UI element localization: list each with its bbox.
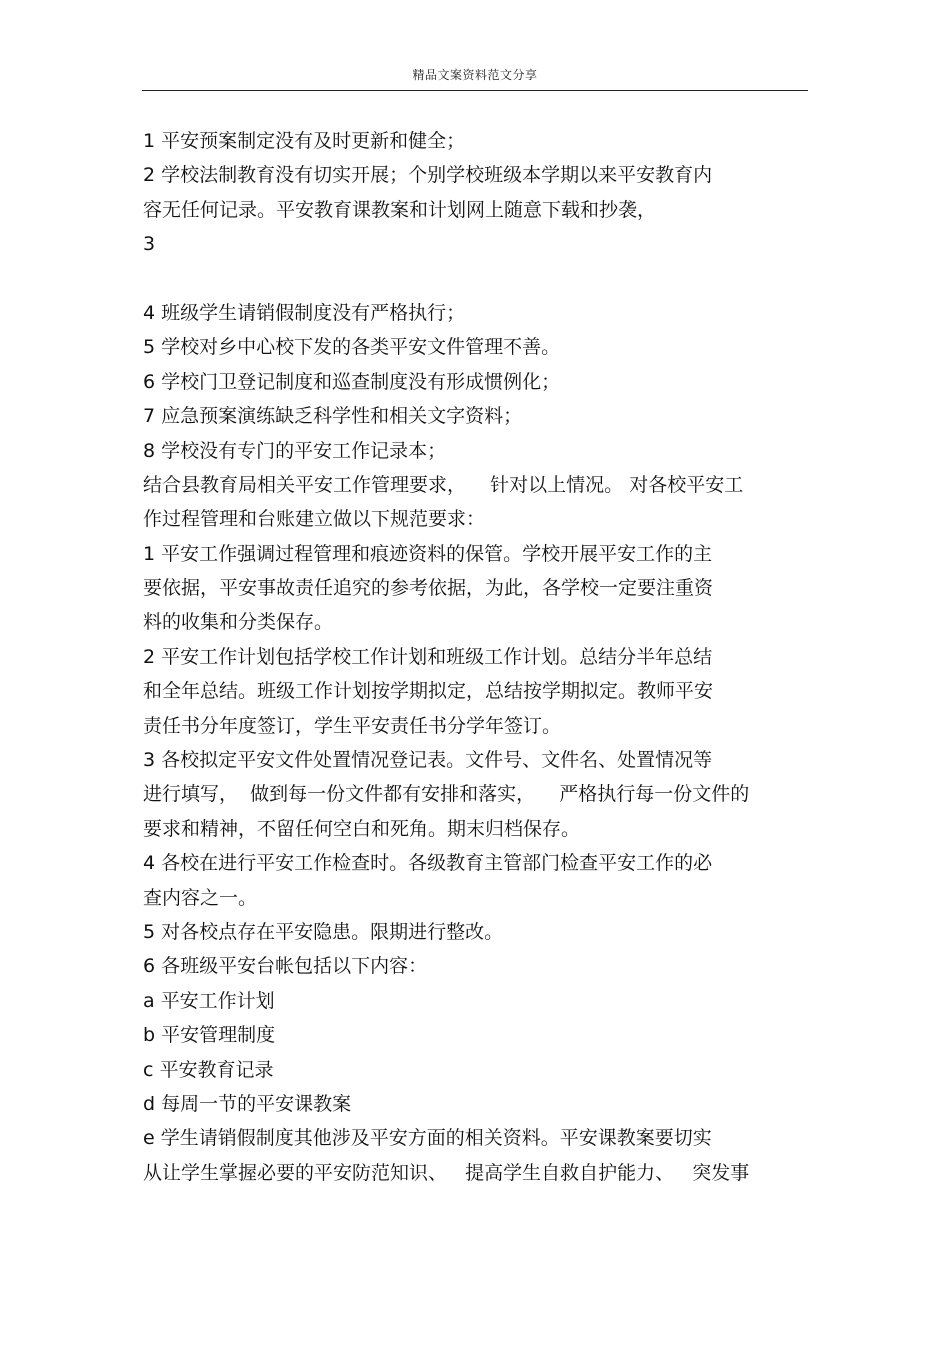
text-line: 5 对各校点存在平安隐患。限期进行整改。 [143, 920, 504, 943]
text-line: 3 [143, 233, 156, 256]
text-line: 容无任何记录。平安教育课教案和计划网上随意下载和抄袭， [143, 198, 657, 221]
text-line: 4 各校在进行平安工作检查时。各级教育主管部门检查平安工作的必 [143, 852, 713, 875]
text-line: 6 各班级平安台帐包括以下内容： [143, 955, 428, 978]
text-line: 和全年总结。班级工作计划按学期拟定，总结按学期拟定。教师平安 [143, 680, 714, 703]
text-line [143, 262, 813, 296]
text-line: 6 学校门卫登记制度和巡查制度没有形成惯例化； [143, 370, 561, 393]
text-line: 责任书分年度签订，学生平安责任书分学年签订。 [143, 714, 562, 737]
text-line: a 平安工作计划 [143, 989, 275, 1012]
header-divider [142, 90, 808, 91]
text-line: 1 平安工作强调过程管理和痕迹资料的保管。学校开展平安工作的主 [143, 542, 713, 565]
text-line: 查内容之一。 [143, 886, 258, 909]
text-line: 2 平安工作计划包括学校工作计划和班级工作计划。总结分半年总结 [143, 645, 713, 668]
text-line: 料的收集和分类保存。 [143, 611, 334, 634]
document-body [143, 124, 813, 1190]
text-line: 4 班级学生请销假制度没有严格执行； [143, 301, 466, 324]
text-line: 7 应急预案演练缺乏科学性和相关文字资料； [143, 405, 523, 428]
text-line: 要依据，平安事故责任追究的参考依据，为此，各学校一定要注重资 [143, 577, 714, 600]
text-line: b 平安管理制度 [143, 1024, 276, 1047]
text-line: 结合县教育局相关平安工作管理要求， 针对以上情况。 对各校平安工 [143, 473, 744, 496]
text-line: 进行填写， 做到每一份文件都有安排和落实， 严格执行每一份文件的 [143, 783, 750, 806]
page-header: 精品文案资料范文分享 [412, 68, 538, 82]
text-line: 2 学校法制教育没有切实开展；个别学校班级本学期以来平安教育内 [143, 164, 713, 187]
text-line: d 每周一节的平安课教案 [143, 1092, 352, 1115]
text-line: c 平安教育记录 [143, 1058, 274, 1081]
text-line: 1 平安预案制定没有及时更新和健全； [143, 130, 466, 152]
text-line: 要求和精神，不留任何空白和死角。期末归档保存。 [143, 817, 581, 840]
text-line: 5 学校对乡中心校下发的各类平安文件管理不善。 [143, 336, 561, 359]
text-line: 从让学生掌握必要的平安防范知识、 提高学生自救自护能力、 突发事 [143, 1161, 750, 1184]
text-line: 作过程管理和台账建立做以下规范要求： [143, 508, 486, 531]
text-line: 8 学校没有专门的平安工作记录本； [143, 439, 447, 462]
text-line: 3 各校拟定平安文件处置情况登记表。文件号、文件名、处置情况等 [143, 749, 713, 772]
text-line: e 学生请销假制度其他涉及平安方面的相关资料。平安课教案要切实 [143, 1127, 712, 1150]
